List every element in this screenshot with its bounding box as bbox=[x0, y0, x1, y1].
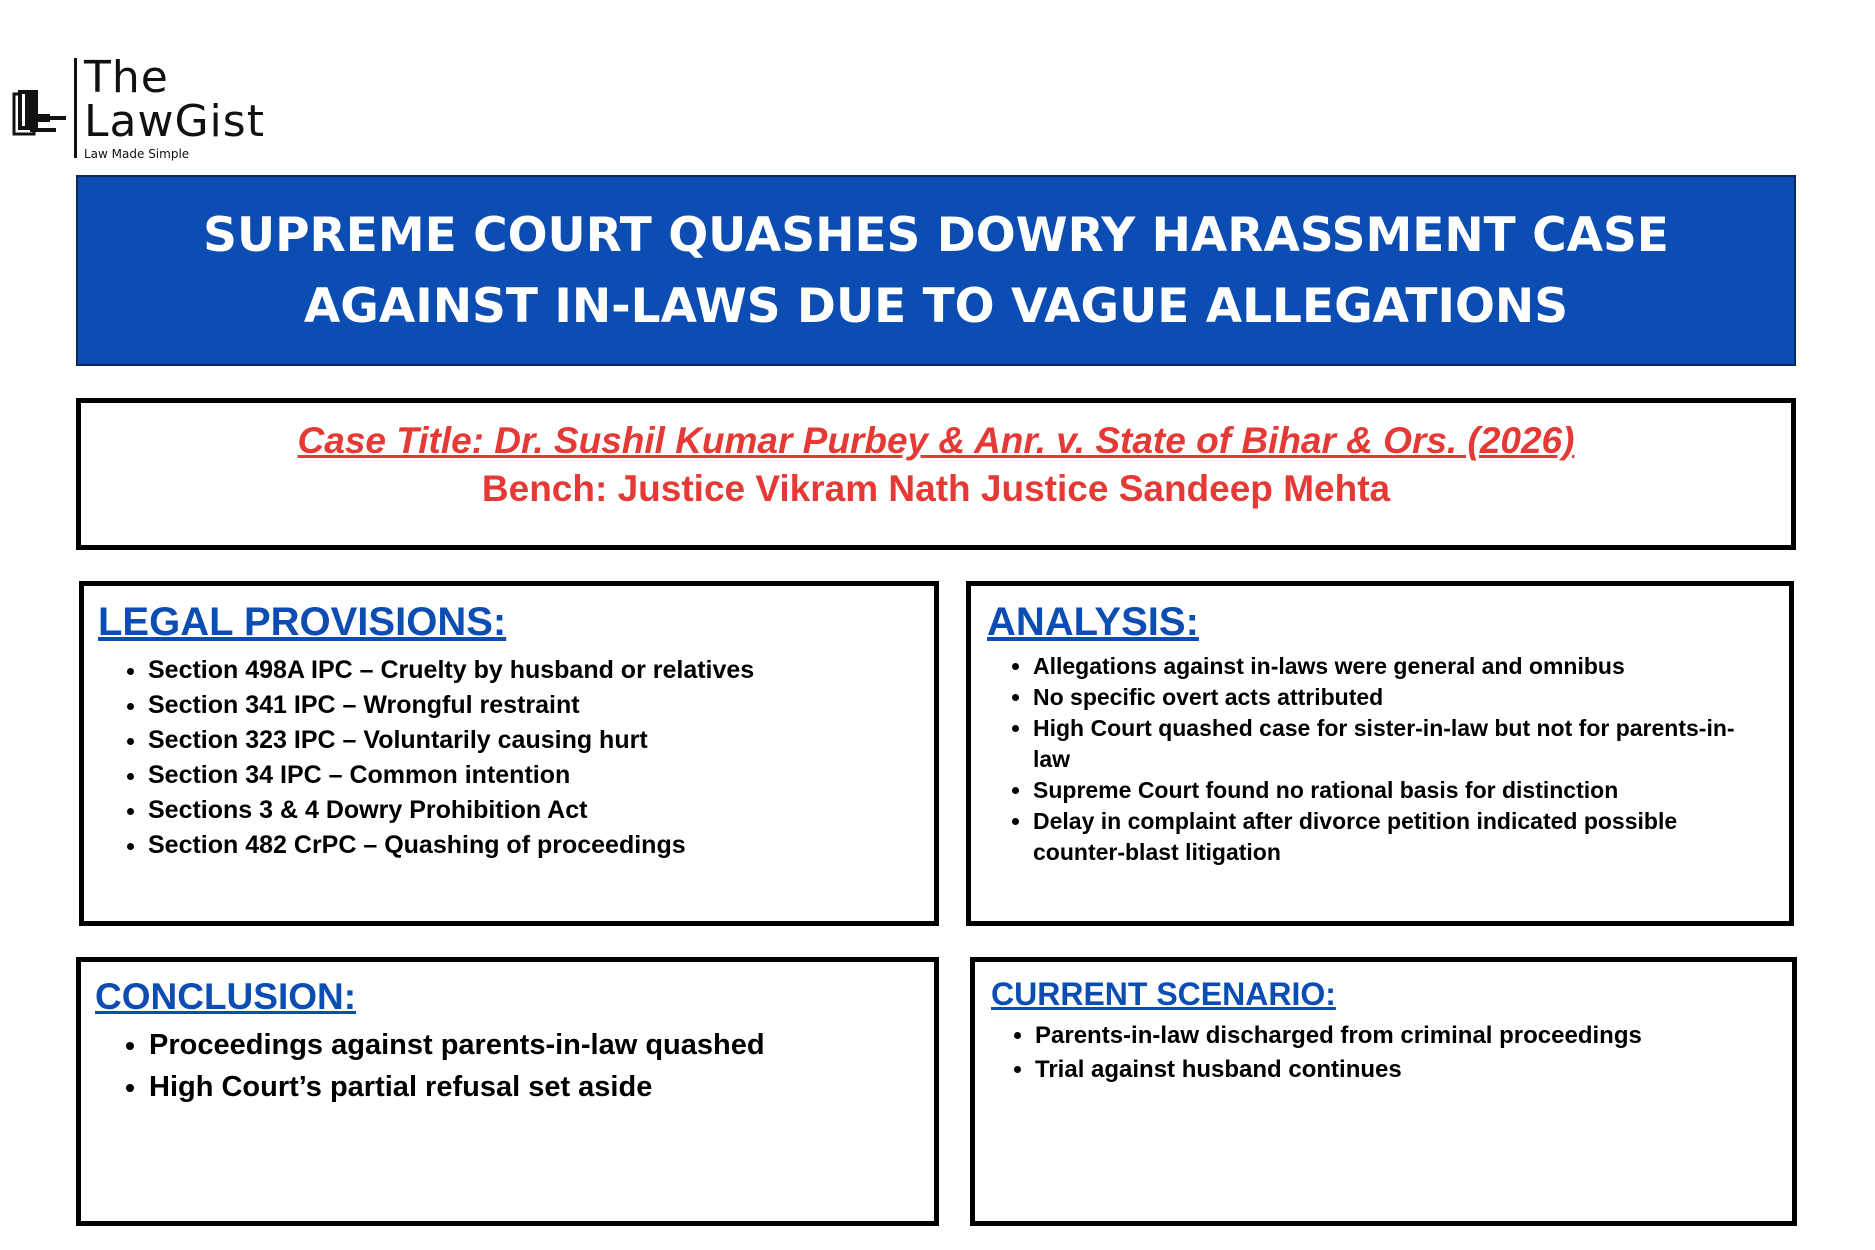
list-item: • High Court’s partial refusal set aside bbox=[149, 1066, 934, 1108]
logo-wordmark bbox=[84, 52, 265, 147]
list-item: • Proceedings against parents-in-law quashed bbox=[149, 1024, 934, 1066]
current-scenario-panel bbox=[970, 957, 1797, 1226]
list-item: • Supreme Court found no rational basis for distinction bbox=[1033, 775, 1769, 806]
list-item: • No specific overt acts attributed bbox=[1033, 682, 1769, 713]
thelawgist-logo bbox=[12, 52, 282, 166]
logo-line-1: The bbox=[84, 52, 169, 103]
headline-text: SUPREME COURT QUASHES DOWRY HARASSMENT CASE AGAINST IN-LAWS DUE TO VAGUE ALLEGATIONS bbox=[203, 207, 1669, 334]
list-item: • Allegations against in-laws were general and omnibus bbox=[1033, 651, 1769, 682]
list-item: • Section 323 IPC – Voluntarily causing hurt bbox=[148, 723, 934, 758]
list-item: • High Court quashed case for sister-in-law but not for parents-in-law bbox=[1033, 713, 1769, 775]
list-item: • Section 341 IPC – Wrongful restraint bbox=[148, 688, 934, 723]
list-item: • Delay in complaint after divorce petition indicated possible counter-blast litigation bbox=[1033, 806, 1769, 868]
legal-provisions-list bbox=[84, 653, 934, 863]
legal-provisions-panel bbox=[79, 581, 939, 926]
current-scenario-list bbox=[975, 1019, 1792, 1087]
case-title: Case Title: Dr. Sushil Kumar Purbey & Anr. v. State of Bihar & Ors. (2026) bbox=[297, 420, 1575, 461]
list-item: • Section 498A IPC – Cruelty by husband or relatives bbox=[148, 653, 934, 688]
analysis-panel bbox=[966, 581, 1794, 926]
conclusion-panel bbox=[76, 957, 939, 1226]
case-details-box bbox=[76, 398, 1796, 550]
headline-banner bbox=[76, 175, 1796, 366]
list-item: • Section 34 IPC – Common intention bbox=[148, 758, 934, 793]
current-scenario-heading: CURRENT SCENARIO: bbox=[991, 976, 1336, 1012]
conclusion-list bbox=[81, 1024, 934, 1108]
logo-line-2: LawGist bbox=[84, 96, 265, 147]
book-gavel-icon bbox=[12, 84, 70, 140]
conclusion-heading: CONCLUSION: bbox=[95, 976, 357, 1017]
list-item: • Trial against husband continues bbox=[1035, 1053, 1792, 1087]
case-bench: Bench: Justice Vikram Nath Justice Sandeep Mehta bbox=[481, 468, 1391, 509]
analysis-heading: ANALYSIS: bbox=[987, 600, 1199, 644]
logo-divider bbox=[74, 58, 77, 158]
list-item: • Sections 3 & 4 Dowry Prohibition Act bbox=[148, 793, 934, 828]
legal-provisions-heading: LEGAL PROVISIONS: bbox=[98, 600, 507, 644]
list-item: • Parents-in-law discharged from criminal proceedings bbox=[1035, 1019, 1792, 1053]
logo-tagline: Law Made Simple bbox=[84, 147, 190, 161]
list-item: • Section 482 CrPC – Quashing of proceedings bbox=[148, 828, 934, 863]
analysis-list bbox=[971, 651, 1789, 868]
